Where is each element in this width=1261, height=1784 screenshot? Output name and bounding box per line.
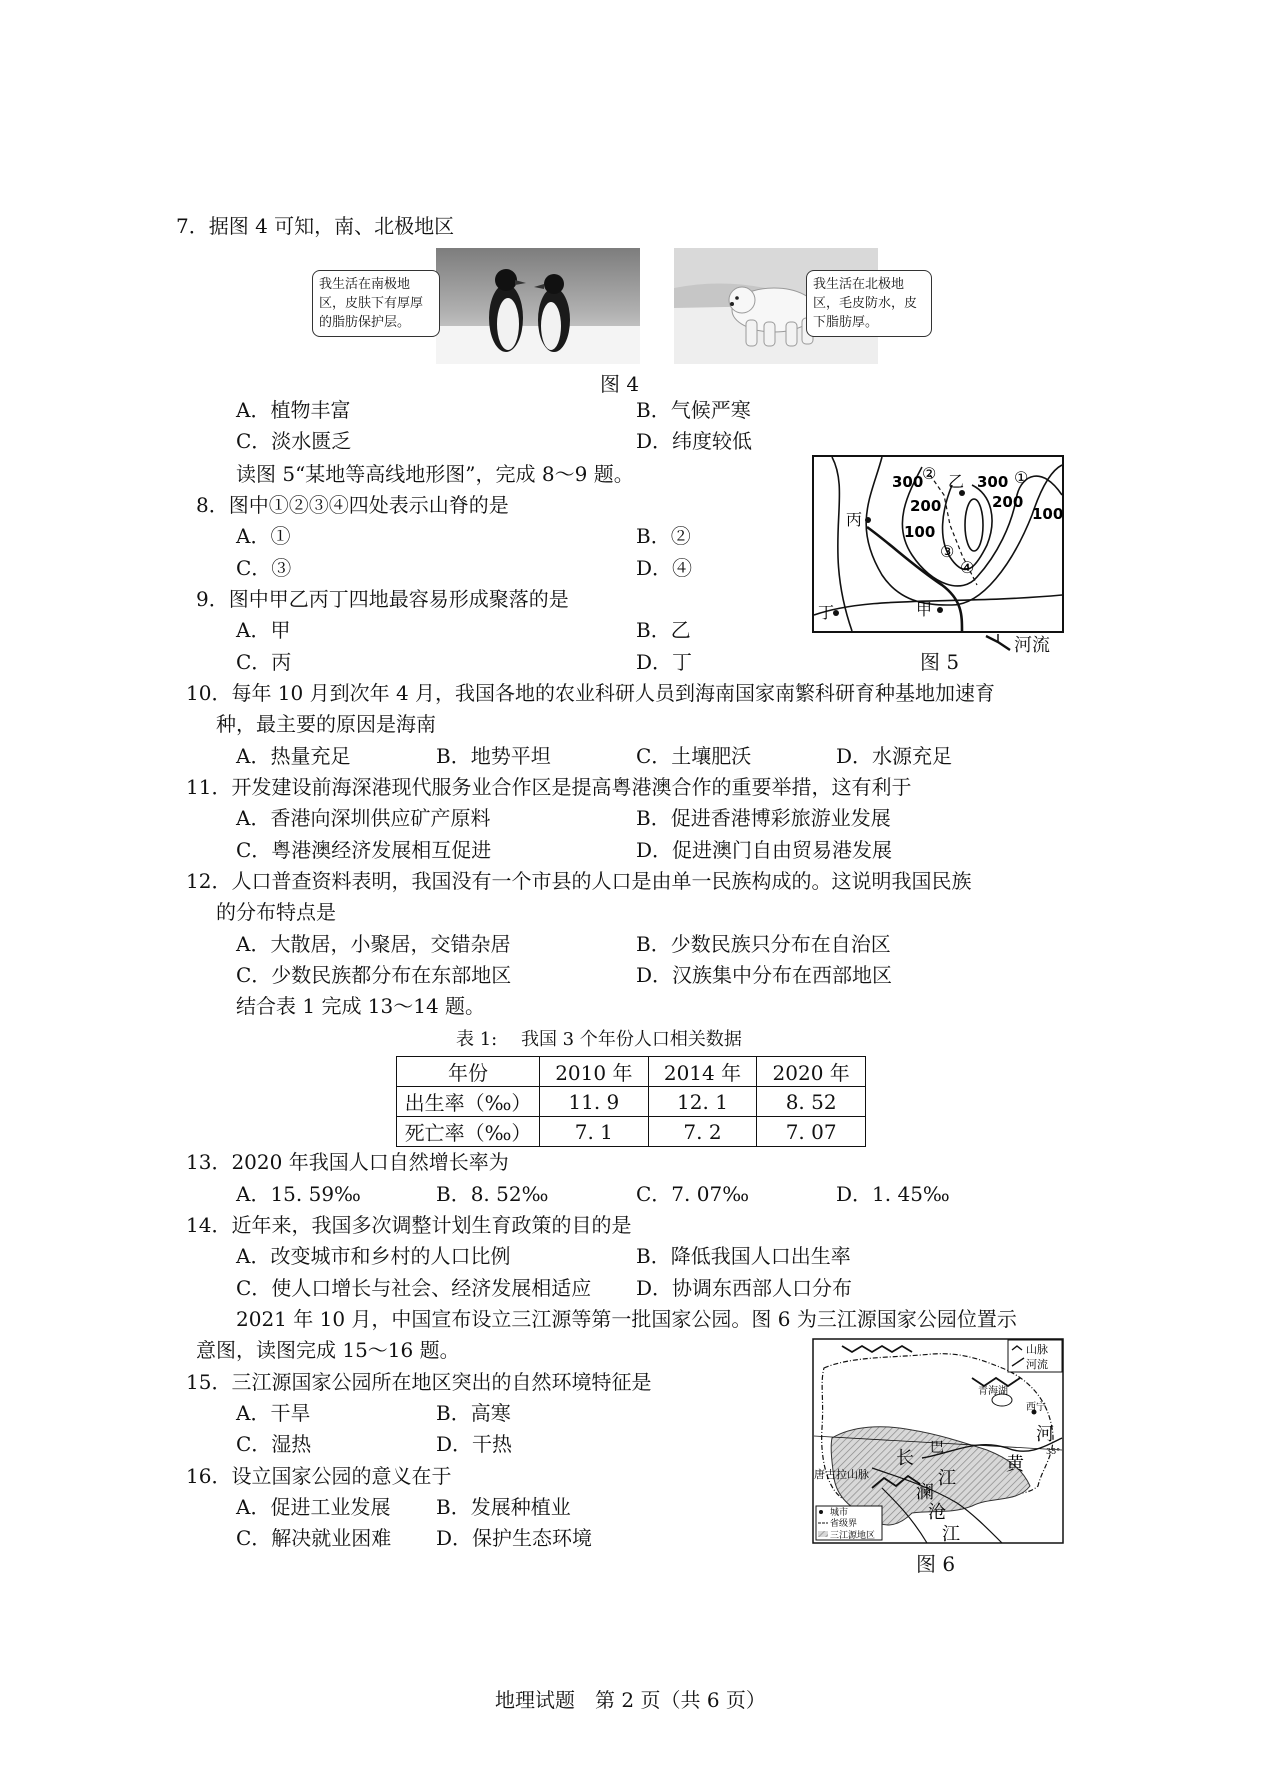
fig6-river-huang: 黄 — [1006, 1454, 1024, 1475]
figure-4 — [312, 248, 932, 366]
q10-option-d: D．水源充足 — [836, 744, 953, 768]
mark-4: ④ — [960, 558, 975, 577]
mark-1: ① — [1014, 468, 1029, 487]
figure-6-sanjiangyuan-map — [812, 1338, 1064, 1544]
table-cell: 11. 9 — [540, 1087, 649, 1117]
q12-stem-line2: 的分布特点是 — [216, 900, 336, 924]
contour-label-100-right: 100 — [1032, 505, 1064, 523]
q15-option-c: C．湿热 — [236, 1432, 312, 1456]
q15-option-d: D．干热 — [436, 1432, 513, 1456]
fig6-legend-mountain: 山脉 — [1026, 1343, 1048, 1356]
q8-stem: 8．图中①②③④四处表示山脊的是 — [196, 493, 509, 517]
q9-option-a: A．甲 — [236, 618, 291, 642]
q9-option-c: C．丙 — [236, 650, 292, 674]
figure-5-caption: 图 5 — [920, 650, 960, 674]
penguin-photo — [436, 248, 640, 364]
q15-option-a: A．干旱 — [236, 1401, 311, 1425]
q12-option-b: B．少数民族只分布在自治区 — [636, 932, 891, 956]
place-ding: 丁 — [818, 603, 835, 622]
figure-5-contour-map — [812, 455, 1064, 633]
fig6-qinghai-lake: 青海湖 — [978, 1386, 1008, 1397]
figure-6-caption: 图 6 — [916, 1552, 956, 1576]
table-cell: 7. 1 — [540, 1117, 649, 1147]
table-header-cell: 2010 年 — [540, 1057, 649, 1087]
q15-stem: 15．三江源国家公园所在地区突出的自然环境特征是 — [186, 1370, 652, 1394]
fig6-river-he: 河 — [1036, 1424, 1054, 1445]
fig6-legend-border: 省级界 — [830, 1519, 858, 1529]
intro-13-14: 结合表 1 完成 13～14 题。 — [236, 994, 486, 1018]
q7-option-d: D．纬度较低 — [636, 429, 753, 453]
q14-option-a: A．改变城市和乡村的人口比例 — [236, 1244, 511, 1268]
q10-option-b: B．地势平坦 — [436, 744, 551, 768]
place-jia: 甲 — [916, 600, 933, 619]
fig6-legend-area: 三江源地区 — [830, 1531, 876, 1541]
table-header-cell: 年份 — [397, 1057, 540, 1087]
page-footer: 地理试题 第 2 页（共 6 页） — [495, 1688, 766, 1712]
contour-label-100-left: 100 — [904, 523, 936, 541]
q8-option-c: C．③ — [236, 556, 292, 580]
table-cell: 死亡率（‰） — [397, 1117, 540, 1147]
q8-option-d: D．④ — [636, 556, 693, 580]
q8-option-a: A．① — [236, 524, 291, 548]
q13-option-d: D．1. 45‰ — [836, 1182, 950, 1206]
q7-option-b: B．气候严寒 — [636, 398, 751, 422]
q14-stem: 14．近年来，我国多次调整计划生育政策的目的是 — [186, 1213, 632, 1237]
q8-option-b: B．② — [636, 524, 691, 548]
mark-3: ③ — [940, 542, 955, 561]
fig6-river-chang: 长 — [896, 1448, 914, 1469]
fig6-xining: 西宁 — [1026, 1402, 1046, 1413]
q11-stem: 11．开发建设前海深港现代服务业合作区是提高粤港澳合作的重要举措，这有利于 — [186, 775, 912, 799]
q9-option-d: D．丁 — [636, 650, 693, 674]
table-header-cell: 2020 年 — [757, 1057, 866, 1087]
fig6-river-jiang-2: 江 — [942, 1524, 960, 1544]
q12-stem-line1: 12．人口普查资料表明，我国没有一个市县的人口是由单一民族构成的。这说明我国民族 — [186, 869, 972, 893]
q13-option-b: B．8. 52‰ — [436, 1182, 549, 1206]
q9-stem: 9．图中甲乙丙丁四地最容易形成聚落的是 — [196, 587, 569, 611]
table-1-title: 表 1: 我国 3 个年份人口相关数据 — [456, 1029, 742, 1050]
q12-option-a: A．大散居，小聚居，交错杂居 — [236, 932, 511, 956]
fig6-legend-city: 城市 — [830, 1508, 849, 1518]
q13-option-a: A．15. 59‰ — [236, 1182, 361, 1206]
q13-stem: 13．2020 年我国人口自然增长率为 — [186, 1150, 509, 1174]
intro-15-16-line1: 2021 年 10 月，中国宣布设立三江源等第一批国家公园。图 6 为三江源国家公园位置示 — [236, 1307, 1017, 1331]
q11-option-b: B．促进香港博彩旅游业发展 — [636, 806, 891, 830]
q12-option-d: D．汉族集中分布在西部地区 — [636, 963, 893, 987]
q11-option-d: D．促进澳门自由贸易港发展 — [636, 838, 893, 862]
q13-option-c: C．7. 07‰ — [636, 1182, 750, 1206]
river-legend-label: 河流 — [1014, 635, 1050, 656]
mark-2: ② — [922, 464, 937, 483]
table-cell: 12. 1 — [648, 1087, 757, 1117]
q14-option-b: B．降低我国人口出生率 — [636, 1244, 851, 1268]
q10-option-a: A．热量充足 — [236, 744, 351, 768]
q16-option-a: A．促进工业发展 — [236, 1495, 391, 1519]
place-bing: 丙 — [846, 510, 863, 529]
table-cell: 7. 2 — [648, 1117, 757, 1147]
q10-stem-line2: 种，最主要的原因是海南 — [216, 712, 436, 736]
fig6-river-cang: 沧 — [928, 1502, 946, 1523]
q11-option-a: A．香港向深圳供应矿产原料 — [236, 806, 491, 830]
table-cell: 8. 52 — [757, 1087, 866, 1117]
intro-15-16-line2: 意图，读图完成 15～16 题。 — [196, 1338, 460, 1362]
q15-option-b: B．高寒 — [436, 1401, 511, 1425]
q16-option-b: B．发展种植业 — [436, 1495, 571, 1519]
fig6-label-ba: 巴 — [930, 1440, 944, 1456]
figure-4-caption: 图 4 — [600, 372, 640, 396]
q10-option-c: C．土壤肥沃 — [636, 744, 752, 768]
table-header-cell: 2014 年 — [648, 1057, 757, 1087]
fig6-legend-river: 河流 — [1026, 1358, 1048, 1371]
fig6-latitude: 35° — [1046, 1447, 1061, 1456]
table-row — [397, 1117, 866, 1147]
table-cell: 7. 07 — [757, 1117, 866, 1147]
place-yi: 乙 — [948, 472, 965, 491]
fig6-river-jiang-1: 江 — [938, 1468, 956, 1489]
contour-label-200-left: 200 — [910, 497, 942, 515]
table-row — [397, 1057, 866, 1087]
q10-stem-line1: 10．每年 10 月到次年 4 月，我国各地的农业科研人员到海南国家南繁科研育种基地加速育 — [186, 681, 996, 705]
polar-bear-speech-bubble: 我生活在北极地区，毛皮防水，皮下脂肪厚。 — [806, 270, 932, 337]
q14-option-c: C．使人口增长与社会、经济发展相适应 — [236, 1276, 592, 1300]
fig6-river-lan: 澜 — [916, 1482, 934, 1503]
fig6-tanggula: 唐古拉山脉 — [814, 1468, 869, 1481]
q12-option-c: C．少数民族都分布在东部地区 — [236, 963, 512, 987]
table-row — [397, 1087, 866, 1117]
q7-stem: 7．据图 4 可知，南、北极地区 — [176, 214, 455, 238]
q11-option-c: C．粤港澳经济发展相互促进 — [236, 838, 492, 862]
contour-label-200-right: 200 — [992, 493, 1024, 511]
q14-option-d: D．协调东西部人口分布 — [636, 1276, 853, 1300]
q16-option-c: C．解决就业困难 — [236, 1526, 392, 1550]
contour-label-300-right: 300 — [977, 473, 1009, 491]
table-1 — [396, 1056, 866, 1147]
penguin-speech-bubble: 我生活在南极地区，皮肤下有厚厚的脂肪保护层。 — [312, 270, 440, 337]
q9-option-b: B．乙 — [636, 618, 691, 642]
q7-option-c: C．淡水匮乏 — [236, 429, 352, 453]
q7-option-a: A．植物丰富 — [236, 398, 351, 422]
intro-8-9: 读图 5“某地等高线地形图”，完成 8～9 题。 — [236, 462, 634, 486]
contour-label-300-left: 300 — [892, 473, 924, 491]
table-cell: 出生率（‰） — [397, 1087, 540, 1117]
river-legend-icon — [984, 632, 1012, 652]
q16-stem: 16．设立国家公园的意义在于 — [186, 1464, 452, 1488]
q16-option-d: D．保护生态环境 — [436, 1526, 593, 1550]
